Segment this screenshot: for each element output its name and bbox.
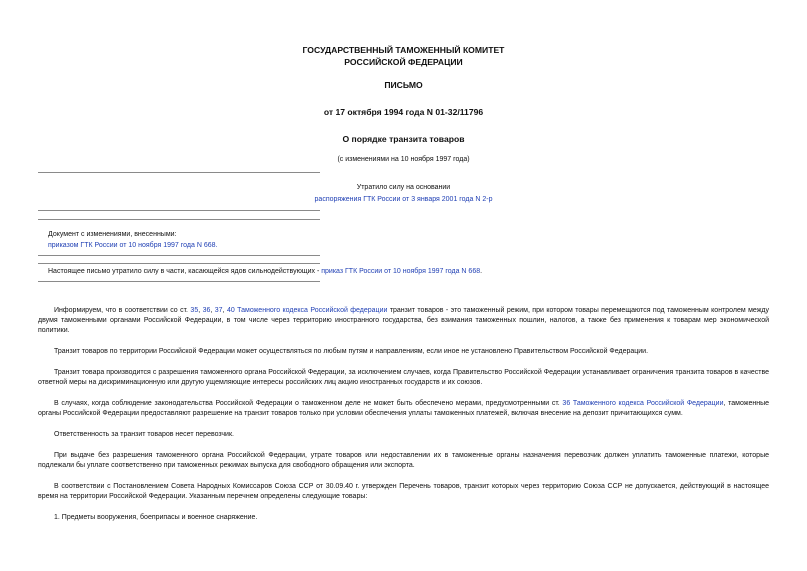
partial-repeal-period: . bbox=[480, 268, 483, 275]
repeal-link[interactable]: распоряжения ГТК России от 3 января 2001 года N 2-р bbox=[314, 196, 493, 203]
separator-rule bbox=[38, 172, 320, 173]
document-date-number: от 17 октября 1994 года N 01-32/11796 bbox=[323, 107, 484, 117]
article-35-link[interactable]: 35 bbox=[190, 307, 199, 314]
paragraph-transit-definition: Информируем, что в соответствии со ст. 35, 36, 37, 40 Таможенного кодекса Российской федерации транзит товаров - это таможенный режим, при котором товары перемещаются под таможенным контролем между двумя таможенными органами Российской Федерации, в том числе через территорию иностранного государства, без взимания таможенных пошлин, налогов, а также без применения к товарам мер экономической политики. bbox=[38, 307, 770, 334]
repeal-note: Утратило силу на основании bbox=[356, 184, 451, 191]
paragraph-prohibited-list: В соответствии с Постановлением Совета Народных Комиссаров Союза ССР от 30.09.40 г. утвержден Перечень товаров, транзит которых через территорию Союза ССР не допускается, действующий в настоящее время на территории Российской Федерации. Указанным перечнем определены следующие товары: bbox=[38, 483, 769, 500]
issuer-line-2: РОССИЙСКОЙ ФЕДЕРАЦИИ bbox=[344, 57, 463, 67]
paragraph-carrier-responsibility: Ответственность за транзит товаров несет перевозчик. bbox=[54, 431, 234, 438]
article-40-customs-code-link[interactable]: 40 Таможенного кодекса Российской федерации bbox=[226, 307, 388, 314]
separator-rule bbox=[38, 281, 320, 282]
separator-rule bbox=[38, 263, 320, 264]
issuer-line-1: ГОСУДАРСТВЕННЫЙ ТАМОЖЕННЫЙ КОМИТЕТ bbox=[302, 45, 505, 55]
changes-label: Документ с изменениями, внесенными: bbox=[48, 231, 177, 238]
separator-rule bbox=[38, 255, 320, 256]
amendment-note: (с изменениями на 10 ноября 1997 года) bbox=[337, 156, 470, 163]
partial-repeal-text: Настоящее письмо утратило силу в части, касающейся ядов сильнодействующих - bbox=[48, 268, 322, 275]
article-36-customs-code-link[interactable]: 36 Таможенного кодекса Российской Федерации bbox=[562, 400, 724, 407]
paragraph-transit-routes: Транзит товаров по территории Российской Федерации может осуществляться по любым путям и направлениям, если иное не установлено Правительством Российской Федерации. bbox=[54, 348, 649, 355]
list-item-weapons: 1. Предметы вооружения, боеприпасы и военное снаряжение. bbox=[54, 514, 258, 521]
document-title: О порядке транзита товаров bbox=[342, 134, 465, 144]
paragraph-payment-guarantee: В случаях, когда соблюдение законодательства Российской Федерации о таможенном деле не может быть обеспечено мерами, предусмотренными ст. 36 Таможенного кодекса Российской Федерации, таможенные органы Российской Федерации предоставляют разрешение на транзит товаров только при условии обеспечения уплаты таможенных платежей, включая внесение на депозит причитающихся сумм. bbox=[38, 400, 769, 417]
article-36-link[interactable]: 36 bbox=[202, 307, 211, 314]
partial-repeal-note bbox=[48, 267, 482, 277]
document-type: ПИСЬМО bbox=[384, 80, 423, 90]
changes-link[interactable]: приказом ГТК России от 10 ноября 1997 года N 668. bbox=[48, 242, 218, 249]
partial-repeal-link[interactable]: приказ ГТК России от 10 ноября 1997 года N 668 bbox=[321, 268, 481, 275]
separator-rule bbox=[38, 219, 320, 220]
article-37-link[interactable]: 37 bbox=[214, 307, 223, 314]
paragraph-carrier-payments: При выдаче без разрешения таможенного органа Российской Федерации, утрате товаров или недоставлении их в таможенные органы назначения перевозчик должен уплатить таможенные платежи, которые подлежали бы уплате соответственно при таможенных режимах выпуска для свободного обращения или экспорта. bbox=[38, 452, 769, 469]
separator-rule bbox=[38, 210, 320, 211]
paragraph-transit-permission: Транзит товара производится с разрешения таможенного органа Российской Федерации, за исключением случаев, когда Правительство Российской Федерации устанавливает ограничения транзита товаров в качестве ответной меры на дискриминационную или другую ущемляющие интересы российских лиц акцию иностранных государств и их союзов. bbox=[38, 369, 769, 386]
